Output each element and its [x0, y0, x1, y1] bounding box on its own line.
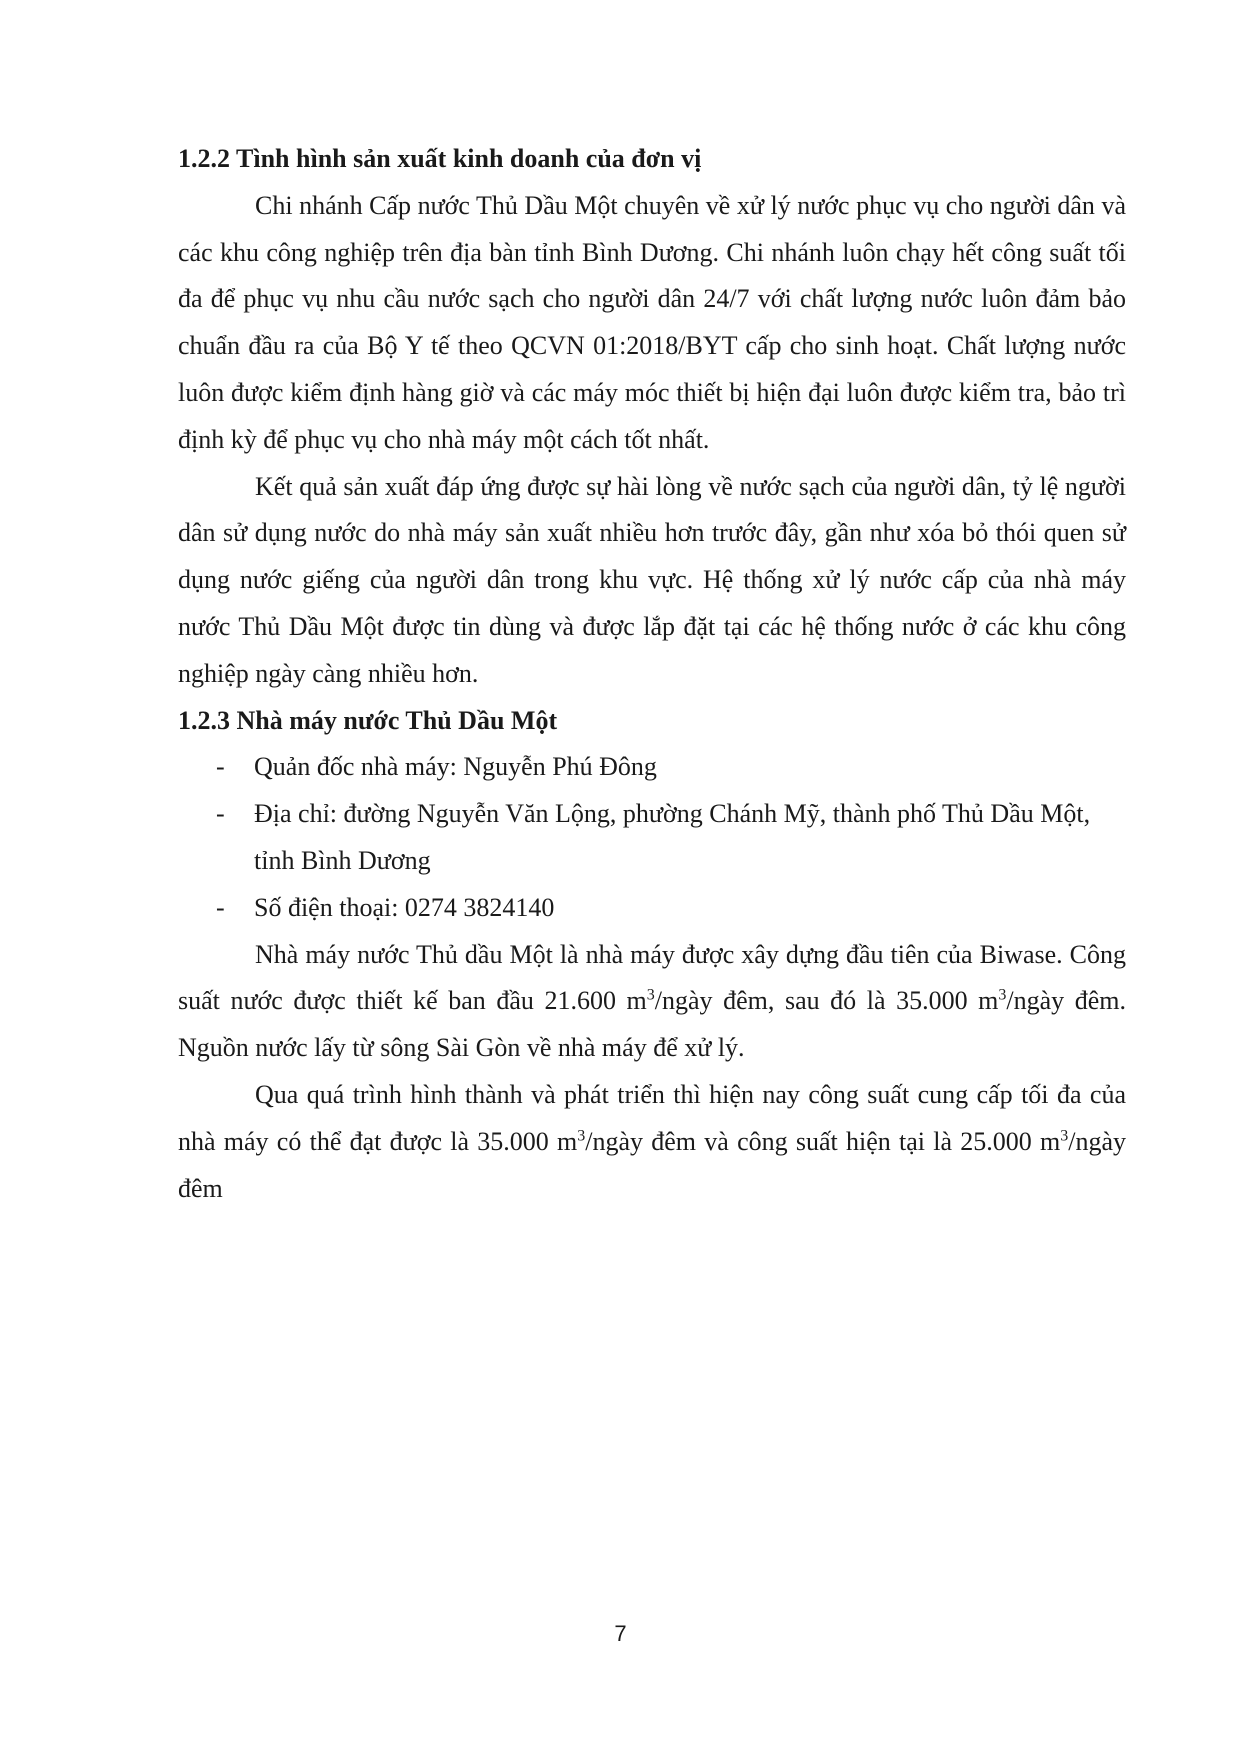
list-item-address — [178, 791, 1126, 885]
list-dash: - — [216, 752, 225, 782]
list-item-text: Quản đốc nhà máy: Nguyễn Phú Đông — [254, 752, 657, 782]
page-content — [178, 136, 1126, 1212]
superscript: 3 — [1060, 1127, 1069, 1145]
list-dash: - — [216, 892, 225, 922]
section-heading-1-2-3: 1.2.3 Nhà máy nước Thủ Dầu Một — [178, 705, 558, 735]
list-dash: - — [216, 799, 225, 829]
superscript: 3 — [998, 986, 1007, 1004]
list-item-manager — [178, 744, 1126, 791]
list-item-phone — [178, 885, 1126, 932]
text-run: /ngày đêm — [178, 1126, 1126, 1203]
paragraph-branch-overview: Chi nhánh Cấp nước Thủ Dầu Một chuyên về xử lý nước phục vụ cho người dân và các khu công nghiệp trên địa bàn tỉnh Bình Dương. Chi nhánh luôn chạy hết công suất tối đa để phục vụ nhu cầu nước sạch cho người dân 24/7 với chất lượng nước luôn đảm bảo chuẩn đầu ra của Bộ Y tế theo QCVN 01:2018/BYT cấp cho sinh hoạt. Chất lượng nước luôn được kiểm định hàng giờ và các máy móc thiết bị hiện đại luôn được kiểm tra, bảo trì định kỳ để phục vụ cho nhà máy một cách tốt nhất. — [178, 190, 1126, 454]
paragraph-factory-history — [178, 932, 1126, 1072]
factory-info-list — [178, 744, 1126, 931]
text-run: Qua quá trình hình thành và phát triển thì hiện nay công suất cung cấp tối đa của nhà máy có thể đạt được là 35.000 m — [178, 1079, 1126, 1156]
section-heading-1-2-2: 1.2.2 Tình hình sản xuất kinh doanh của đơn vị — [178, 144, 702, 173]
paragraph-factory-capacity — [178, 1072, 1126, 1212]
text-run: /ngày đêm, sau đó là 35.000 m — [654, 986, 999, 1016]
paragraph-production-results: Kết quả sản xuất đáp ứng được sự hài lòng về nước sạch của người dân, tỷ lệ người dân sử dụng nước do nhà máy sản xuất nhiều hơn trước đây, gần như xóa bỏ thói quen sử dụng nước giếng của người dân trong khu vực. Hệ thống xử lý nước cấp của nhà máy nước Thủ Dầu Một được tin dùng và được lắp đặt tại các hệ thống nước ở các khu công nghiệp ngày càng nhiều hơn. — [178, 471, 1126, 688]
superscript: 3 — [577, 1127, 586, 1145]
page-number: 7 — [614, 1621, 627, 1646]
superscript: 3 — [646, 986, 655, 1004]
list-item-text: Số điện thoại: 0274 3824140 — [254, 892, 555, 922]
text-run: /ngày đêm. Nguồn nước lấy từ sông Sài Gòn về nhà máy để xử lý. — [178, 986, 1126, 1063]
text-run: Nhà máy nước Thủ dầu Một là nhà máy được xây dựng đầu tiên của Biwase. Công suất nước được thiết kế ban đầu 21.600 m — [178, 939, 1126, 1016]
text-run: /ngày đêm và công suất hiện tại là 25.000 m — [585, 1126, 1061, 1156]
list-item-text: Địa chỉ: đường Nguyễn Văn Lộng, phường Chánh Mỹ, thành phố Thủ Dầu Một, tỉnh Bình Dương — [254, 799, 1091, 875]
